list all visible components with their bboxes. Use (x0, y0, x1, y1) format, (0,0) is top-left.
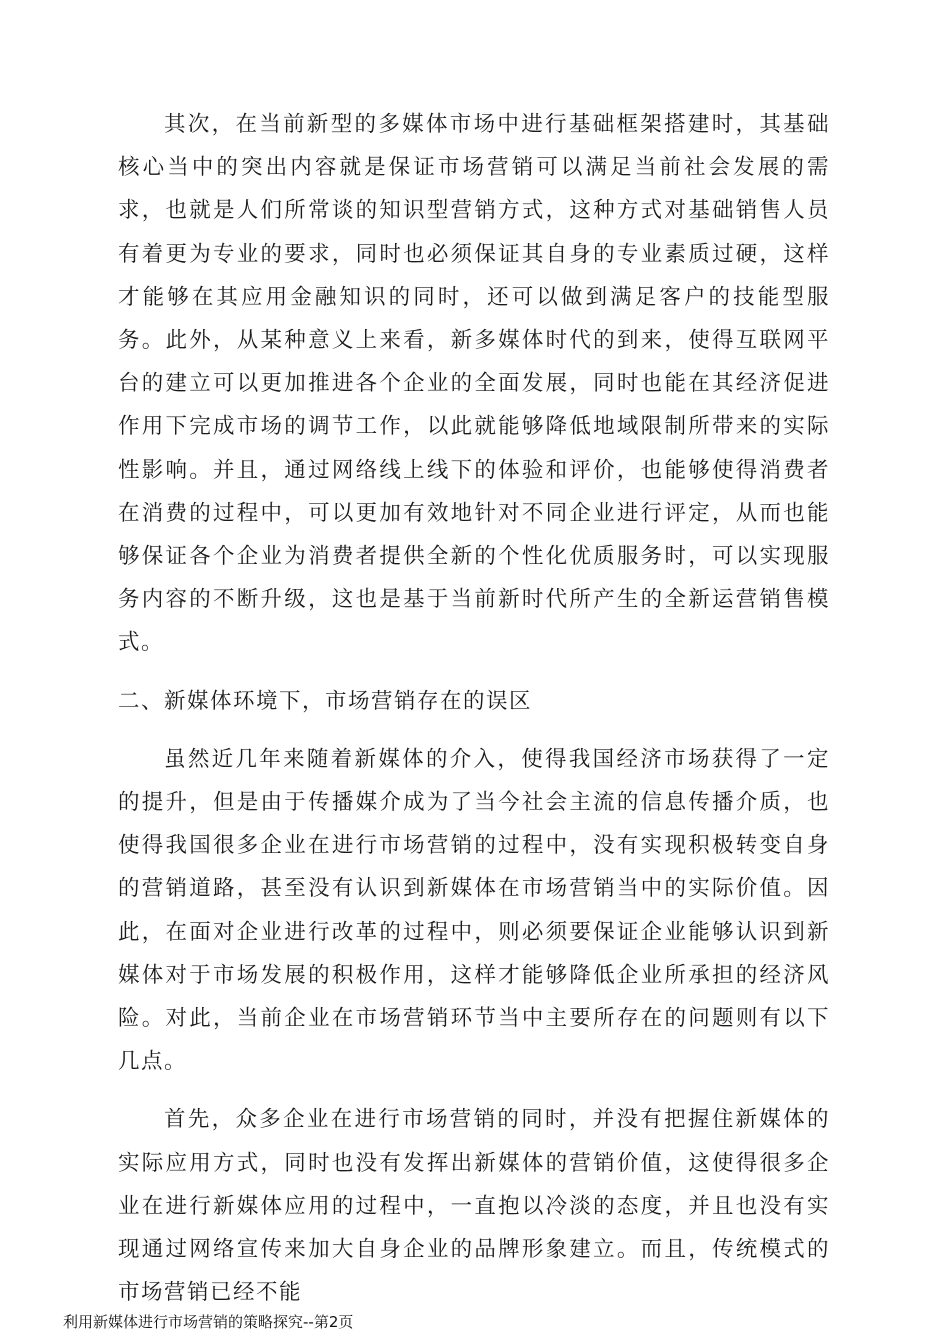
paragraph-1: 其次，在当前新型的多媒体市场中进行基础框架搭建时，其基础核心当中的突出内容就是保证市场营销可以满足当前社会发展的需求，也就是人们所常谈的知识型营销方式，这种方式对基础销售人员有着更为专业的要求，同时也必须保证其自身的专业素质过硬，这样才能够在其应用金融知识的同时，还可以做到满足客户的技能型服务。此外，从某种意义上来看，新多媒体时代的到来，使得互联网平台的建立可以更加推进各个企业的全面发展，同时也能在其经济促进作用下完成市场的调节工作，以此就能够降低地域限制所带来的实际性影响。并且，通过网络线上线下的体验和评价，也能够使得消费者在消费的过程中，可以更加有效地针对不同企业进行评定，从而也能够保证各个企业为消费者提供全新的个性化优质服务时，可以实现服务内容的不断升级，这也是基于当前新时代所产生的全新运营销售模式。 (118, 112, 830, 656)
page-footer: 利用新媒体进行市场营销的策略探究--第2页 (63, 1313, 354, 1331)
document-body (118, 103, 830, 1314)
section-heading: 二、新媒体环境下，市场营销存在的误区 (118, 688, 533, 714)
paragraph-3: 首先，众多企业在进行市场营销的同时，并没有把握住新媒体的实际应用方式，同时也没有发挥出新媒体的营销价值，这使得很多企业在进行新媒体应用的过程中，一直抱以冷淡的态度，并且也没有实现通过网络宣传来加大自身企业的品牌形象建立。而且，传统模式的市场营销已经不能 (118, 1107, 830, 1306)
paragraph-2: 虽然近几年来随着新媒体的介入，使得我国经济市场获得了一定的提升，但是由于传播媒介成为了当今社会主流的信息传播介质，也使得我国很多企业在进行市场营销的过程中，没有实现积极转变自身的营销道路，甚至没有认识到新媒体在市场营销当中的实际价值。因此，在面对企业进行改革的过程中，则必须要保证企业能够认识到新媒体对于市场发展的积极作用，这样才能够降低企业所承担的经济风险。对此，当前企业在市场营销环节当中主要所存在的问题则有以下几点。 (118, 746, 830, 1075)
